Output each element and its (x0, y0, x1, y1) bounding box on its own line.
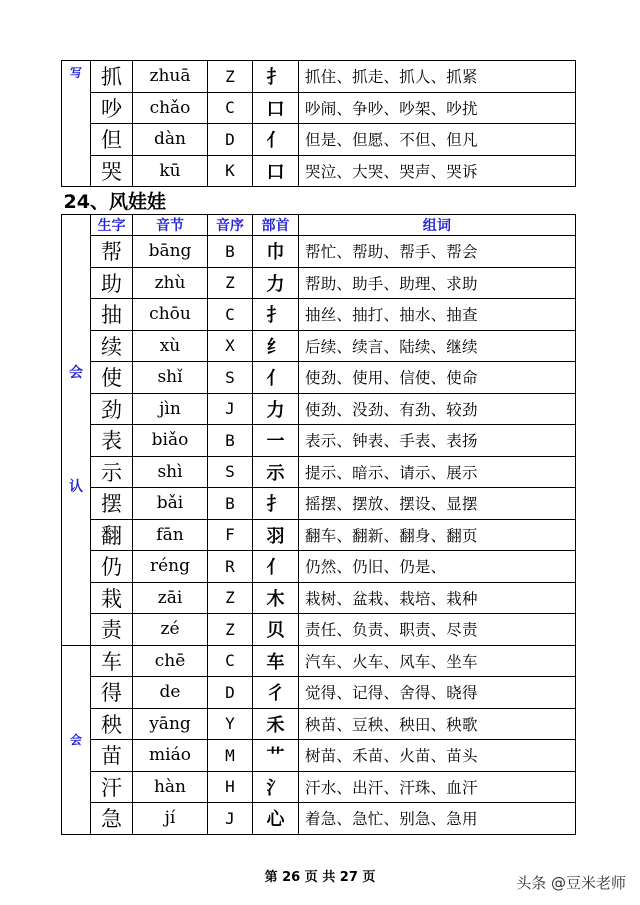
words-cell: 翻车、翻新、翻身、翻页 (299, 519, 576, 551)
radical-cell: 纟 (253, 330, 299, 362)
radical-cell: 亻 (253, 551, 299, 583)
table-row (62, 362, 576, 394)
header-order: 音序 (208, 215, 253, 236)
words-cell: 栽树、盆栽、栽培、栽种 (299, 582, 576, 614)
table-row (62, 155, 576, 187)
table-row (62, 708, 576, 740)
watermark: 头条 @豆米老师 (516, 874, 626, 892)
character-cell: 责 (91, 614, 133, 646)
pinyin-cell: fān (133, 519, 208, 551)
pinyin-cell: jìn (133, 393, 208, 425)
character-cell: 摆 (91, 488, 133, 520)
pinyin-cell: jí (133, 803, 208, 835)
pinyin-cell: xù (133, 330, 208, 362)
header-char: 生字 (91, 215, 133, 236)
table-row (62, 740, 576, 772)
order-cell: S (208, 456, 253, 488)
words-cell: 抽丝、抽打、抽水、抽查 (299, 299, 576, 331)
words-cell: 秧苗、豆秧、秧田、秧歌 (299, 708, 576, 740)
radical-cell: 羽 (253, 519, 299, 551)
words-cell: 使劲、没劲、有劲、较劲 (299, 393, 576, 425)
character-cell: 助 (91, 267, 133, 299)
radical-cell: 口 (253, 92, 299, 124)
pinyin-cell: kū (133, 155, 208, 187)
pinyin-cell: shì (133, 456, 208, 488)
character-cell: 汗 (91, 771, 133, 803)
table-row (62, 551, 576, 583)
radical-cell: 氵 (253, 771, 299, 803)
pinyin-cell: dàn (133, 124, 208, 156)
table-row (62, 488, 576, 520)
radical-cell: 扌 (253, 299, 299, 331)
pinyin-cell: shǐ (133, 362, 208, 394)
table-row (62, 124, 576, 156)
radical-cell: 扌 (253, 488, 299, 520)
table-row (62, 236, 576, 268)
pinyin-cell: chē (133, 645, 208, 677)
radical-cell: 示 (253, 456, 299, 488)
words-cell: 使劲、使用、信使、使命 (299, 362, 576, 394)
words-cell: 但是、但愿、不但、但凡 (299, 124, 576, 156)
radical-cell: 扌 (253, 61, 299, 93)
order-cell: Z (208, 267, 253, 299)
character-cell: 翻 (91, 519, 133, 551)
pinyin-cell: zhù (133, 267, 208, 299)
table-row (62, 456, 576, 488)
order-cell: D (208, 677, 253, 709)
header-radical: 部首 (253, 215, 299, 236)
words-cell: 着急、急忙、别急、急用 (299, 803, 576, 835)
order-cell: R (208, 551, 253, 583)
table-row (62, 267, 576, 299)
header-words: 组词 (299, 215, 576, 236)
words-cell: 吵闹、争吵、吵架、吵扰 (299, 92, 576, 124)
character-cell: 帮 (91, 236, 133, 268)
character-cell: 仍 (91, 551, 133, 583)
lesson-heading-section (62, 187, 576, 215)
order-cell: Z (208, 582, 253, 614)
table-row (62, 61, 576, 93)
words-cell: 仍然、仍旧、仍是、 (299, 551, 576, 583)
table-row (62, 519, 576, 551)
words-cell: 帮助、助手、助理、求助 (299, 267, 576, 299)
order-cell: Y (208, 708, 253, 740)
lesson-title-row (62, 187, 576, 215)
words-cell: 抓住、抓走、抓人、抓紧 (299, 61, 576, 93)
order-cell: J (208, 803, 253, 835)
words-cell: 觉得、记得、舍得、晓得 (299, 677, 576, 709)
radical-cell: 贝 (253, 614, 299, 646)
pinyin-cell: bǎi (133, 488, 208, 520)
table-header-row (62, 215, 576, 236)
character-cell: 抽 (91, 299, 133, 331)
radical-cell: 心 (253, 803, 299, 835)
order-cell: B (208, 425, 253, 457)
words-cell: 表示、钟表、手表、表扬 (299, 425, 576, 457)
character-cell: 哭 (91, 155, 133, 187)
write-section (62, 61, 576, 187)
vocabulary-sheet (61, 60, 576, 835)
table-row (62, 614, 576, 646)
radical-cell: 巾 (253, 236, 299, 268)
character-cell: 吵 (91, 92, 133, 124)
words-cell: 摇摆、摆放、摆设、显摆 (299, 488, 576, 520)
character-cell: 秧 (91, 708, 133, 740)
vocabulary-table (61, 60, 576, 835)
order-cell: C (208, 299, 253, 331)
character-cell: 使 (91, 362, 133, 394)
order-cell: B (208, 488, 253, 520)
pinyin-cell: hàn (133, 771, 208, 803)
order-cell: M (208, 740, 253, 772)
character-cell: 栽 (91, 582, 133, 614)
character-cell: 表 (91, 425, 133, 457)
radical-cell: 禾 (253, 708, 299, 740)
table-row (62, 803, 576, 835)
radical-cell: 口 (253, 155, 299, 187)
order-cell: J (208, 393, 253, 425)
character-cell: 苗 (91, 740, 133, 772)
section-label: 会 (69, 732, 82, 747)
table-row (62, 330, 576, 362)
words-cell: 帮忙、帮助、帮手、帮会 (299, 236, 576, 268)
lesson-title: 24、风娃娃 (62, 187, 576, 215)
character-cell: 劲 (91, 393, 133, 425)
table-row (62, 771, 576, 803)
pinyin-cell: zhuā (133, 61, 208, 93)
character-cell: 车 (91, 645, 133, 677)
table-row (62, 645, 576, 677)
words-cell: 哭泣、大哭、哭声、哭诉 (299, 155, 576, 187)
pinyin-cell: bāng (133, 236, 208, 268)
order-cell: S (208, 362, 253, 394)
words-cell: 提示、暗示、请示、展示 (299, 456, 576, 488)
table-row (62, 393, 576, 425)
words-cell: 树苗、禾苗、火苗、苗头 (299, 740, 576, 772)
pinyin-cell: de (133, 677, 208, 709)
order-cell: K (208, 155, 253, 187)
write-section-label (62, 61, 91, 187)
order-cell: X (208, 330, 253, 362)
order-cell: F (208, 519, 253, 551)
pinyin-cell: zé (133, 614, 208, 646)
radical-cell: 车 (253, 645, 299, 677)
page-footer: 第 26 页 共 27 页 (264, 870, 376, 885)
character-cell: 但 (91, 124, 133, 156)
section-label: 会 (69, 364, 83, 381)
radical-cell: 彳 (253, 677, 299, 709)
pinyin-cell: chōu (133, 299, 208, 331)
table-row (62, 299, 576, 331)
recognize-section-label (62, 215, 91, 646)
pinyin-cell: zāi (133, 582, 208, 614)
words-cell: 汗水、出汗、汗珠、血汗 (299, 771, 576, 803)
radical-cell: 亻 (253, 124, 299, 156)
order-cell: B (208, 236, 253, 268)
words-cell: 汽车、火车、风车、坐车 (299, 645, 576, 677)
order-cell: D (208, 124, 253, 156)
header-pinyin: 音节 (133, 215, 208, 236)
order-cell: Z (208, 614, 253, 646)
pinyin-cell: chǎo (133, 92, 208, 124)
radical-cell: 力 (253, 267, 299, 299)
pinyin-cell: yāng (133, 708, 208, 740)
words-cell: 后续、续言、陆续、继续 (299, 330, 576, 362)
order-cell: C (208, 92, 253, 124)
order-cell: H (208, 771, 253, 803)
words-cell: 责任、负责、职责、尽责 (299, 614, 576, 646)
order-cell: C (208, 645, 253, 677)
recognize-section (62, 215, 576, 646)
table-row (62, 425, 576, 457)
radical-cell: 亻 (253, 362, 299, 394)
section-label: 写 (69, 66, 82, 80)
radical-cell: 力 (253, 393, 299, 425)
radical-cell: 木 (253, 582, 299, 614)
table-row (62, 677, 576, 709)
character-cell: 续 (91, 330, 133, 362)
section-label: 认 (69, 478, 83, 495)
pinyin-cell: miáo (133, 740, 208, 772)
radical-cell: 一 (253, 425, 299, 457)
radical-cell: 艹 (253, 740, 299, 772)
write2-section-label (62, 645, 91, 834)
character-cell: 抓 (91, 61, 133, 93)
character-cell: 示 (91, 456, 133, 488)
pinyin-cell: biǎo (133, 425, 208, 457)
write-section-2 (62, 645, 576, 834)
table-row (62, 92, 576, 124)
table-row (62, 582, 576, 614)
character-cell: 得 (91, 677, 133, 709)
order-cell: Z (208, 61, 253, 93)
pinyin-cell: réng (133, 551, 208, 583)
character-cell: 急 (91, 803, 133, 835)
